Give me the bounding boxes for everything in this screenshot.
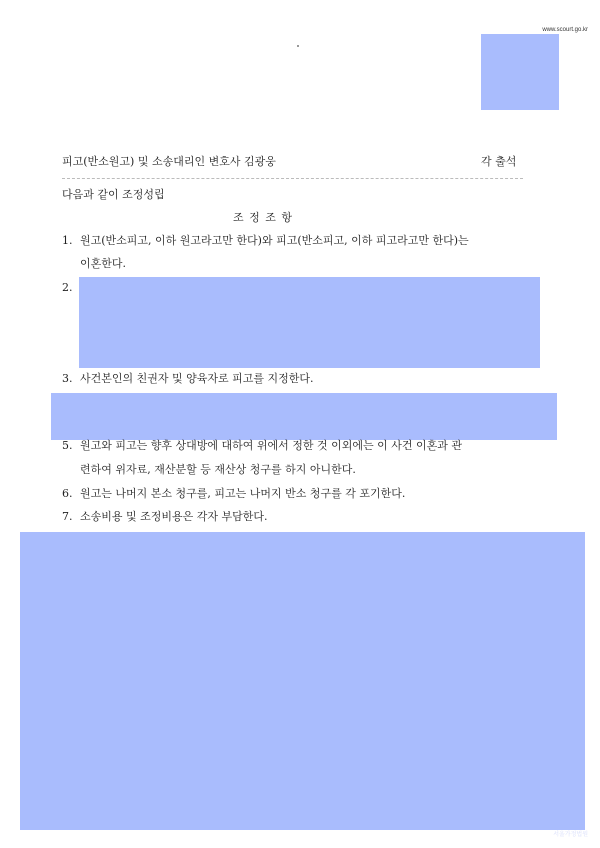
item-number: 6. — [62, 487, 73, 500]
item-number: 1. — [62, 234, 73, 247]
redacted-block-item-4 — [51, 393, 557, 440]
scan-speck — [297, 45, 299, 47]
item-number: 2. — [62, 281, 73, 294]
court-watermark: 서울가정법원 — [553, 832, 588, 838]
redacted-block-item-2 — [79, 277, 540, 368]
redacted-block-top — [481, 34, 559, 110]
attendance-status: 각 출석 — [481, 155, 517, 168]
redacted-block-bottom — [20, 532, 585, 830]
item-number: 7. — [62, 510, 73, 523]
item-text: 원고는 나머지 본소 청구를, 피고는 나머지 반소 청구를 각 포기한다. — [80, 487, 406, 500]
dashed-divider — [62, 178, 523, 179]
item-number: 3. — [62, 372, 73, 385]
item-number: 5. — [62, 439, 73, 452]
settlement-result: 다음과 같이 조정성립 — [62, 188, 165, 201]
item-text: 원고와 피고는 향후 상대방에 대하여 위에서 정한 것 이외에는 이 사건 이혼과 관 — [80, 439, 462, 452]
item-text: 사건본인의 친권자 및 양육자로 피고를 지정한다. — [80, 372, 314, 385]
attendance-party: 피고(반소원고) 및 소송대리인 변호사 김광웅 — [62, 155, 276, 168]
section-title: 조 정 조 항 — [233, 211, 293, 224]
item-text-continued: 련하여 위자료, 재산분할 등 재산상 청구를 하지 아니한다. — [80, 463, 356, 476]
item-text-continued: 이혼한다. — [80, 257, 127, 270]
item-text: 원고(반소피고, 이하 원고라고만 한다)와 피고(반소피고, 이하 피고라고만 한다)는 — [80, 234, 469, 247]
site-url: www.scourt.go.kr — [542, 27, 588, 33]
item-text: 소송비용 및 조정비용은 각자 부담한다. — [80, 510, 268, 523]
